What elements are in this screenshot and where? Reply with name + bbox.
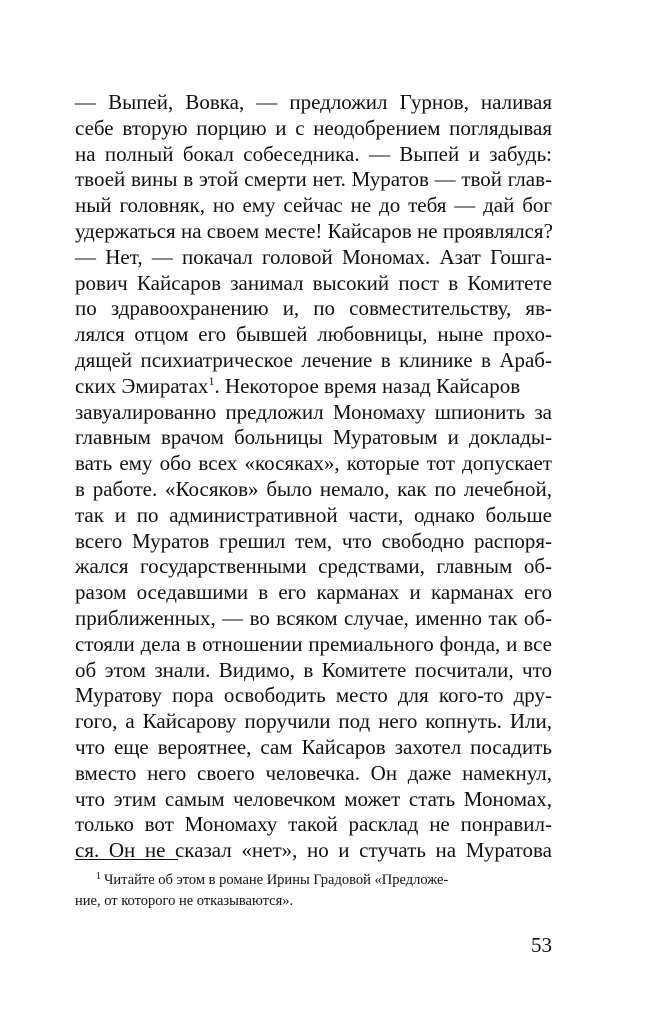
text-line-9: по здравоохранению и, по совместительству, яв-	[75, 296, 552, 321]
text-line-10: лялся отцом его бывшей любовницы, ныне прохо-	[75, 322, 552, 347]
text-line-18: всего Муратов грешил тем, что свободно распоря-	[75, 528, 552, 553]
text-line-5: ный головняк, но ему сейчас не до тебя — дай бог	[75, 193, 552, 218]
text-line-1: — Выпей, Вовка, — предложил Гурнов, наливая	[75, 90, 552, 114]
text-line-19: жался государственными средствами, главным об-	[75, 554, 552, 579]
text-line-15: вать ему обо всех «косяках», которые тот допускает	[75, 451, 552, 476]
footnote	[75, 870, 552, 912]
text-line-12-start: ских Эмиратах	[75, 373, 209, 398]
text-line-26: что еще вероятнее, сам Кайсаров захотел посадить	[75, 734, 552, 759]
text-line-22: стояли дела в отношении премиального фонда, и все	[75, 631, 552, 656]
text-line-25: гого, а Кайсарову поручили под него копнуть. Или,	[75, 709, 552, 734]
text-line-24: Муратову пора освободить место для кого-то дру-	[75, 683, 552, 708]
text-line-12	[75, 374, 552, 400]
text-line-7: — Нет, — покачал головой Мономах. Азат Гошга-	[75, 244, 552, 269]
text-line-21: приближенных, — во всяком случае, именно так об-	[75, 605, 552, 630]
text-line-12-end: . Некоторое время назад Кайсаров	[214, 373, 521, 398]
text-line-30: ся. Он не сказал «нет», но и стучать на Муратова	[75, 838, 552, 863]
footnote-line-1	[75, 870, 552, 891]
text-line-2: себе вторую порцию и с неодобрением поглядывая	[75, 115, 552, 140]
text-line-27: вместо него своего человечка. Он даже намекнул,	[75, 760, 552, 785]
footnote-separator	[75, 859, 178, 860]
text-line-20: разом оседавшими в его карманах и карманах его	[75, 580, 552, 605]
text-line-11: дящей психиатрическое лечение в клинике в Араб-	[75, 347, 552, 372]
text-line-28: что этим самым человечком может стать Мономах,	[75, 786, 552, 811]
text-line-8: рович Кайсаров занимал высокий пост в Комитете	[75, 270, 552, 295]
text-line-29: только вот Мономаху такой расклад не понравил-	[75, 812, 552, 837]
main-text	[75, 90, 552, 864]
footnote-line-2: ние, от которого не отказываются».	[75, 893, 294, 909]
text-line-23: об этом знали. Видимо, в Комитете посчитали, что	[75, 657, 552, 682]
text-line-17: так и по административной части, однако больше	[75, 502, 552, 527]
text-line-14: главным врачом больницы Муратовым и доклады-	[75, 425, 552, 450]
footnote-reference-mark[interactable]: 1	[208, 373, 215, 388]
text-line-3: на полный бокал собеседника. — Выпей и забудь:	[75, 141, 552, 166]
text-line-6: удержаться на своем месте! Кайсаров не проявлялся?	[75, 218, 553, 243]
footnote-number: 1	[96, 871, 101, 882]
footnote-text-1: Читайте об этом в романе Ирины Градовой «Предложе-	[104, 872, 449, 888]
page-number: 53	[531, 933, 552, 957]
text-line-4: твоей вины в этой смерти нет. Муратов — твой глав-	[75, 167, 552, 192]
text-line-16: в работе. «Косяков» было немало, как по лечебной,	[75, 476, 552, 501]
text-line-13: завуалированно предложил Мономаху шпионить за	[75, 399, 552, 424]
